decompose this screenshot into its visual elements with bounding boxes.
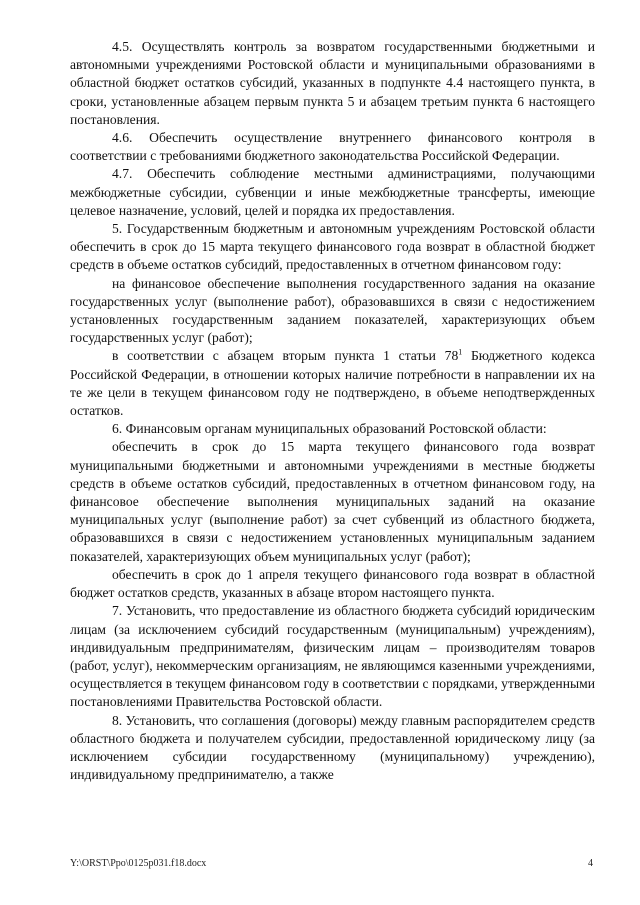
paragraph-4-7: 4.7. Обеспечить соблюдение местными администрациями, получающими межбюджетные субсидии, субвенции и иные межбюджетные трансферты, имеющие целевое назначение, условий, целей и порядка их предоставления. (70, 166, 595, 218)
document-body (70, 38, 595, 784)
paragraph-4-6: 4.6. Обеспечить осуществление внутреннего финансового контроля в соответствии с требованиями бюджетного законодательства Российской Федерации. (70, 130, 595, 164)
budget-code-text: Бюджетного кодекса Российской Федерации, в отношении которых наличие потребности в направлении их на те же цели в текущем финансовом году не подтверждено, в объеме неподтвержденных остатков. (70, 348, 595, 419)
paragraph-6: 6. Финансовым органам муниципальных образований Ростовской области: (112, 421, 547, 437)
paragraph-6-subitem-1: обеспечить в срок до 15 марта текущего финансового года возврат муниципальными бюджетными и автономными учреждениями в местные бюджеты средств в объеме остатков субсидий, предоставленных в отчетном финансовом году, на финансовое обеспечение выполнения муниципальных заданий на оказание муниципальных услуг (выполнение работ) за счет субвенций из областного бюджета, образовавшихся в связи с недостижением установленных муниципальным заданием показателей, характеризующих объем муниципальных услуг (работ); (70, 439, 595, 564)
paragraph-5: 5. Государственным бюджетным и автономным учреждениям Ростовской области обеспечить в срок до 15 марта текущего финансового года возврат в областной бюджет средств в объеме остатков субсидий, предоставленных в отчетном финансовом году: (70, 221, 595, 273)
paragraph-5-subitem-2 (70, 347, 595, 420)
paragraph-4-5: 4.5. Осуществлять контроль за возвратом государственными бюджетными и автономными учреждениями Ростовской области и муниципальными образованиями в областной бюджет остатков субсидий, указанных в подпункте 4.4 настоящего пункта, в сроки, установленные абзацем первым пункта 5 и абзацем третьим пункта 6 настоящего постановления. (70, 39, 595, 127)
page-number: 4 (588, 858, 593, 869)
footer-file-path: Y:\ORST\Ppo\0125p031.f18.docx (70, 858, 207, 869)
article-superscript: 1 (458, 347, 463, 357)
paragraph-5-subitem-1: на финансовое обеспечение выполнения государственного задания на оказание государственных услуг (выполнение работ), образовавшихся в связи с недостижением установленных государственным заданием показателей, характеризующих объем государственных услуг (работ); (70, 275, 595, 346)
article-reference-text: в соответствии с абзацем вторым пункта 1 статьи 78 (112, 348, 459, 364)
paragraph-8: 8. Установить, что соглашения (договоры) между главным распорядителем средств областного бюджета и получателем субсидии, предоставленной юридическому лицу (за исключением субсидии государственному (муниципальному) учреждению), индивидуальному предпринимателю, а также (70, 712, 595, 783)
paragraph-6-subitem-2: обеспечить в срок до 1 апреля текущего финансового года возврат в областной бюджет остатков средств, указанных в абзаце втором настоящего пункта. (70, 566, 595, 601)
paragraph-7: 7. Установить, что предоставление из областного бюджета субсидий юридическим лицам (за исключением субсидий государственным (муниципальным) учреждениям), индивидуальным предпринимателям, физическим лицам – производителям товаров (работ, услуг), некоммерческим организациям, не являющимся казенными учреждениями, осуществляется в текущем финансовом году в соответствии с порядками, утвержденными постановлениями Правительства Ростовской области. (70, 603, 595, 710)
